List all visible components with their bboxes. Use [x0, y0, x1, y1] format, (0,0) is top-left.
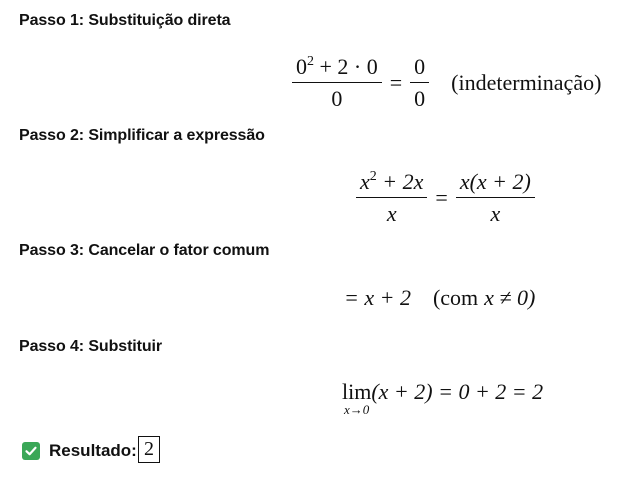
- step-1-rhs-den: 0: [410, 82, 429, 112]
- step-1-equation: [292, 54, 601, 112]
- step-4-limit: [342, 381, 371, 416]
- step-2-lhs-fraction: [356, 169, 427, 227]
- step-3-expression: = x + 2: [344, 285, 411, 310]
- step-1-note: (indeterminação): [451, 70, 602, 95]
- step-2-equals: =: [435, 185, 448, 210]
- step-2-heading: Passo 2: Simplificar a expressão: [19, 127, 265, 144]
- step-2-equation: [356, 169, 535, 227]
- step-2-rhs-num: x(x + 2): [459, 169, 531, 194]
- step-4-heading: Passo 4: Substituir: [19, 338, 163, 355]
- step-2-lhs-den: x: [356, 197, 427, 227]
- step-1-num-rest: + 2 · 0: [319, 54, 378, 79]
- result-label: Resultado:: [49, 441, 137, 460]
- step-2-rhs-den: x: [456, 197, 535, 227]
- step-1-rhs-fraction: [410, 54, 429, 112]
- step-2-num-exponent: 2: [369, 169, 377, 184]
- step-1-equals: =: [389, 70, 403, 95]
- step-1-lhs-fraction: [292, 54, 382, 112]
- step-1-num-base: 0: [296, 54, 307, 79]
- step-3-condition-expr: x ≠ 0): [484, 285, 536, 310]
- step-2-num-var: x: [360, 169, 370, 194]
- step-1-heading: Passo 1: Substituição direta: [19, 12, 231, 29]
- step-1-rhs-num: 0: [414, 54, 426, 79]
- check-mark-icon: [22, 442, 40, 460]
- result-value-box: 2: [138, 436, 160, 463]
- step-2-num-rest: + 2x: [382, 169, 424, 194]
- step-3-condition-word: (com: [432, 285, 479, 310]
- check-mark-glyph: [24, 444, 38, 458]
- step-3-heading: Passo 3: Cancelar o fator comum: [19, 242, 270, 259]
- step-1-num-exponent: 2: [307, 54, 314, 69]
- step-4-lim-sub: x→0: [344, 402, 370, 417]
- step-4-lim-word: lim: [342, 379, 372, 404]
- step-1-denominator: 0: [292, 82, 382, 112]
- step-3-equation: [344, 285, 535, 311]
- step-4-expression: (x + 2) = 0 + 2 = 2: [371, 379, 544, 404]
- step-2-rhs-fraction: [456, 169, 535, 227]
- step-4-equation: [342, 381, 543, 416]
